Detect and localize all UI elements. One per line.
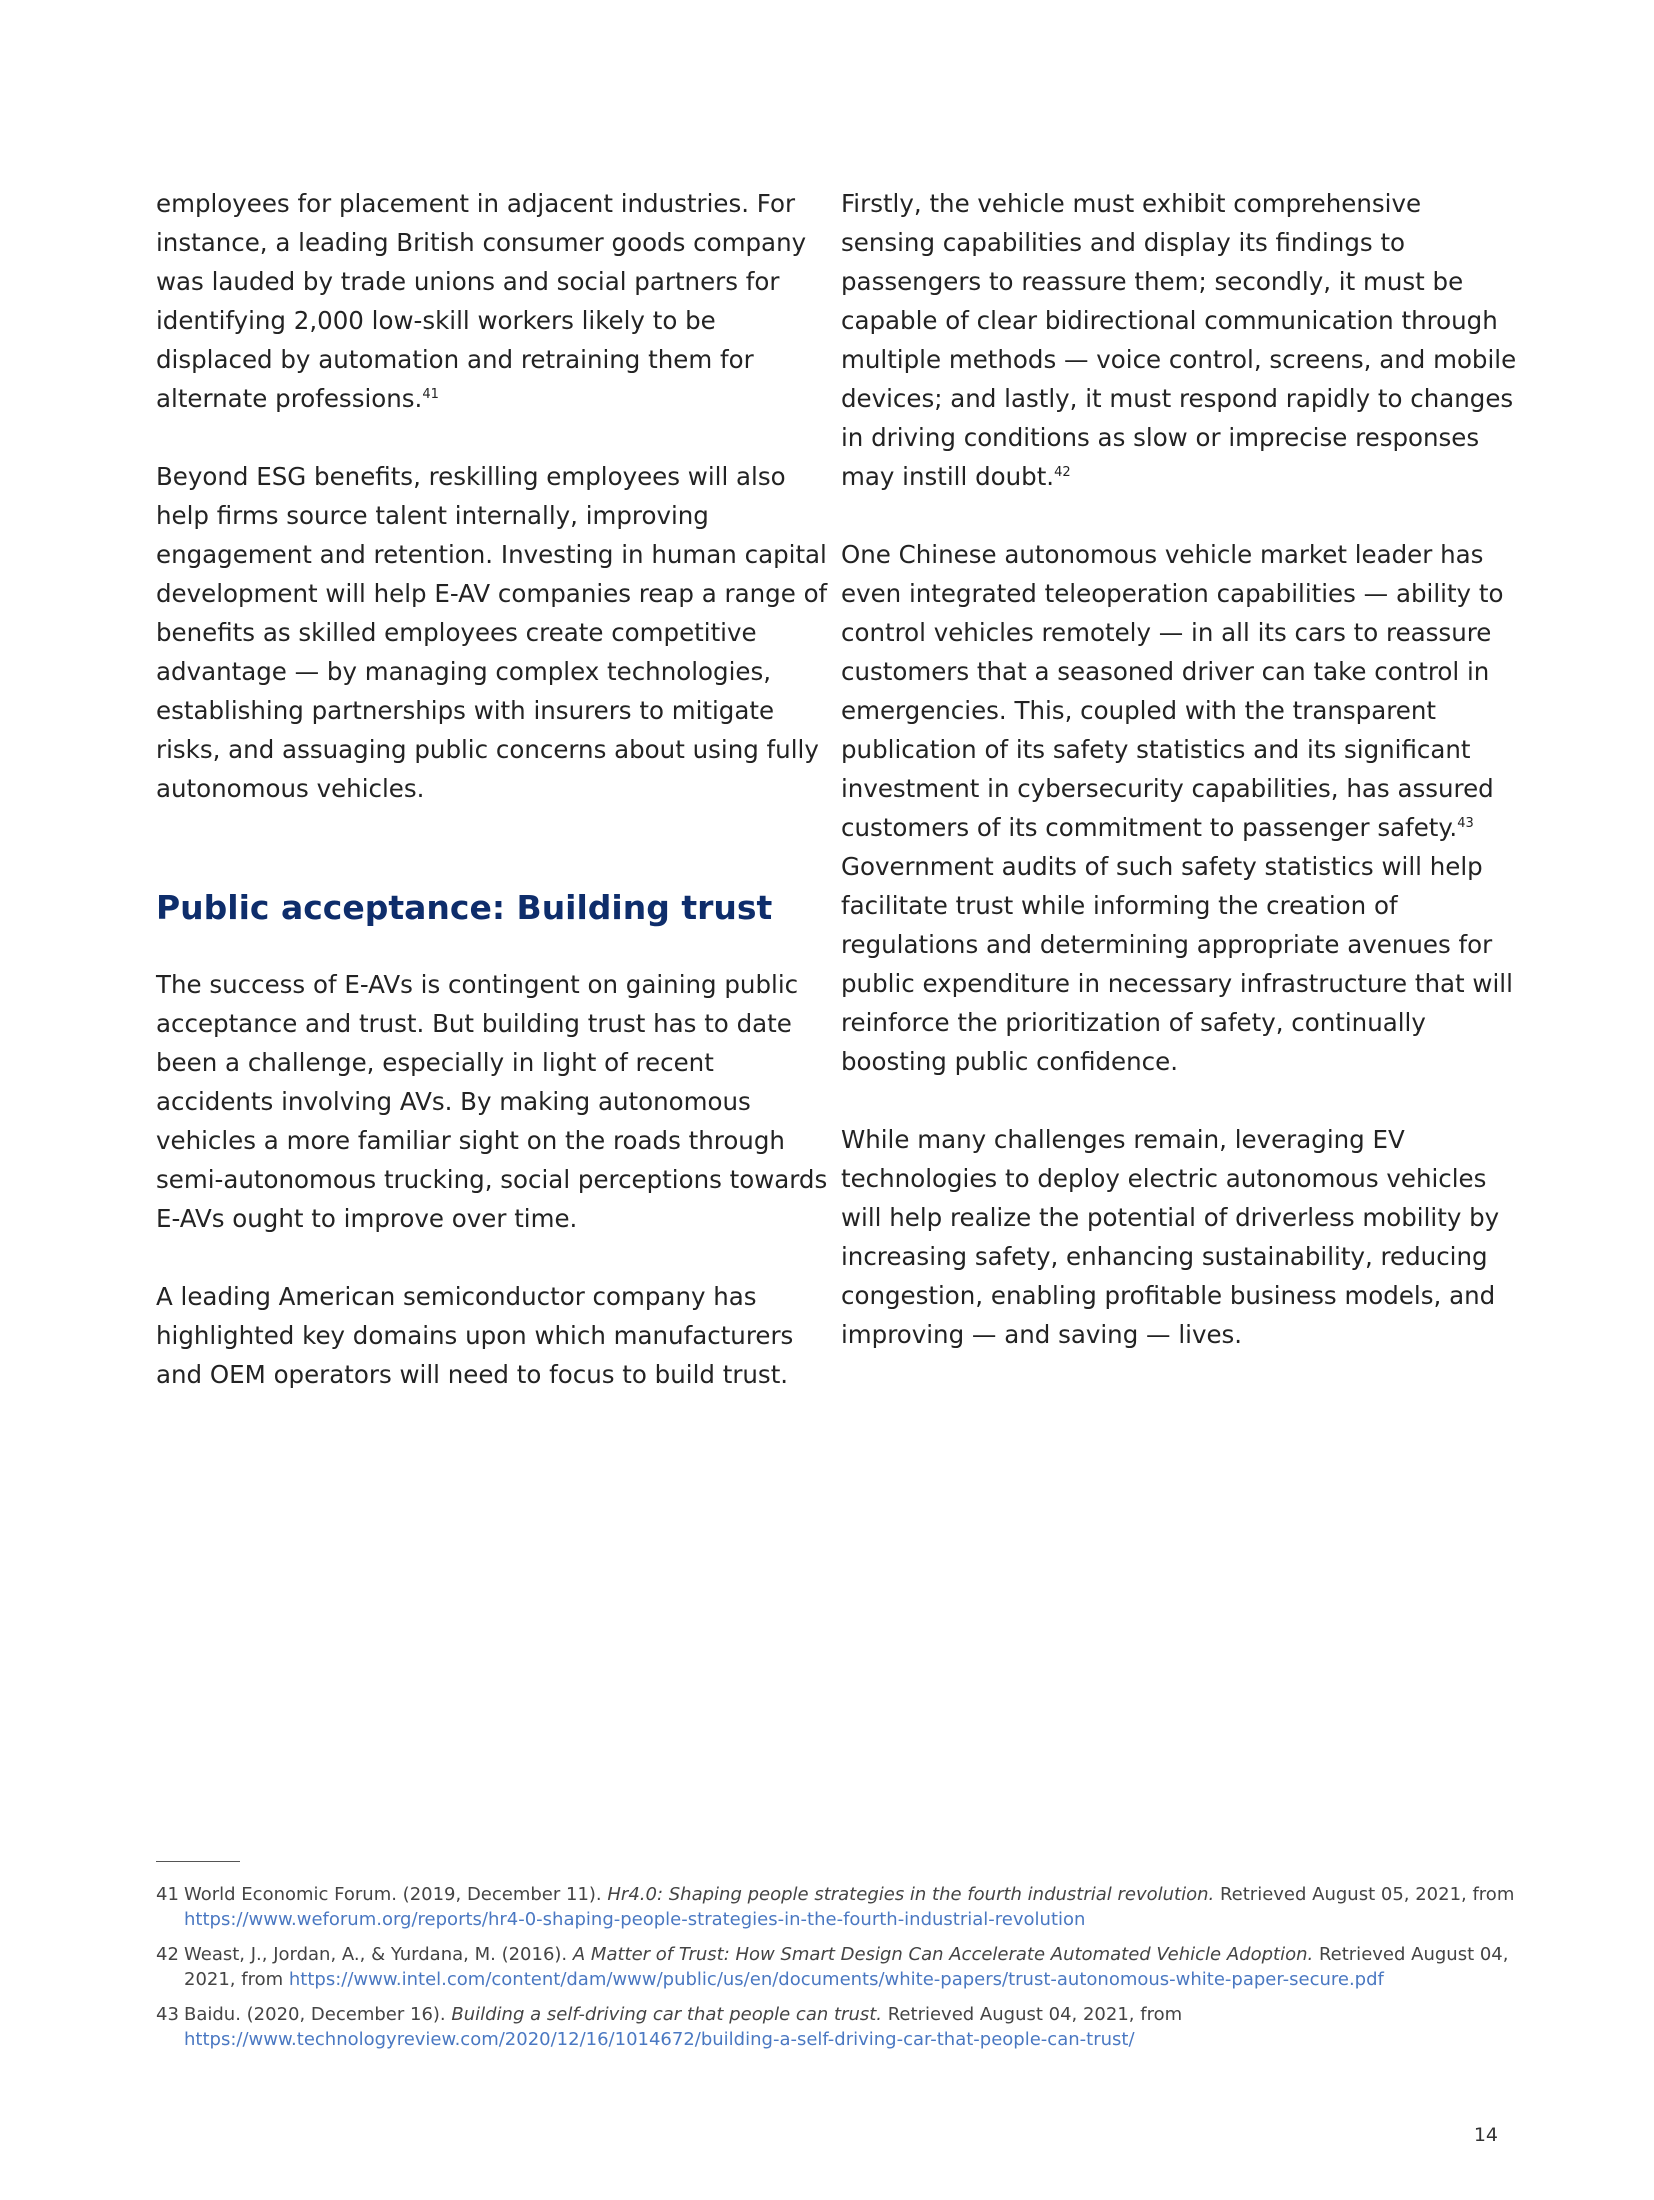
footnote-reference[interactable]: 41 [422,386,439,402]
body-paragraph: One Chinese autonomous vehicle market leader has even integrated teleoperation capabilities — ability to control vehicles remotely — in all its cars to reassure customers that a seasoned driver can take control in emergencies. This, coupled with the transparent publication of its safety statistics and its significant investment in cybersecurity capabilities, has assured customers of its commitment to passenger safety.$^{43}$ Government audits of such safety statistics will help facilitate trust while informing the creation of regulations and determining appropriate avenues for public expenditure in necessary infrastructure that will reinforce the prioritization of safety, continually boosting public confidence. [841,540,1513,1076]
footnote-title: A Matter of Trust: How Smart Design Can Accelerate Automated Vehicle Adoption. [572,1944,1314,1965]
footnote-title: Hr4.0: Shaping people strategies in the fourth industrial revolution. [607,1884,1215,1905]
footnote-number: 41 [156,1884,179,1905]
left-column [156,184,836,1394]
footnote-reference[interactable]: 43 [1457,815,1474,831]
footnotes [156,1882,1516,2062]
footnote-number: 42 [156,1944,179,1965]
footnote: 41 World Economic Forum. (2019, December 11). Hr4.0: Shaping people strategies in the fourth industrial revolution. Retrieved August 05, 2021, from https://www.weforum.org/reports/hr4-0-shaping-people-strategies-in-the-fourth-industrial-revolution [156,1884,1515,1930]
footnote-reference[interactable]: 42 [1054,464,1071,480]
section-heading: Public acceptance: Building trust [156,888,773,927]
footnote-link[interactable]: https://www.intel.com/content/dam/www/public/us/en/documents/white-papers/trust-autonomous-white-paper-secure.pdf [288,1969,1384,1990]
footnote: 42 Weast, J., Jordan, A., & Yurdana, M. (2016). A Matter of Trust: How Smart Design Can Accelerate Automated Vehicle Adoption. Retrieved August 04, 2021, from https://www.intel.com/content/dam/www/public/us/en/documents/white-papers/trust-autonomous-white-paper-secure.pdf [156,1944,1509,1990]
page-number: 14 [1473,2124,1498,2146]
body-paragraph: A leading American semiconductor company has highlighted key domains upon which manufacturers and OEM operators will need to focus to build trust. [156,1282,794,1389]
footnote-title: Building a self-driving car that people can trust. [451,2004,883,2025]
body-paragraph: employees for placement in adjacent industries. For instance, a leading British consumer goods company was lauded by trade unions and social partners for identifying 2,000 low-skill workers likely to be displaced by automation and retraining them for alternate professions.$^{41}$ [156,189,807,413]
body-paragraph: Beyond ESG benefits, reskilling employees will also help firms source talent internally, improving engagement and retention. Investing in human capital development will help E-AV companies reap a range of benefits as skilled employees create competitive advantage — by managing complex technologies, establishing partnerships with insurers to mitigate risks, and assuaging public concerns about using fully autonomous vehicles. [156,462,828,803]
body-paragraph: Firstly, the vehicle must exhibit comprehensive sensing capabilities and display its findings to passengers to reassure them; secondly, it must be capable of clear bidirectional communication through multiple methods — voice control, screens, and mobile devices; and lastly, it must respond rapidly to changes in driving conditions as slow or imprecise responses may instill doubt.$^{42}$ [841,189,1517,491]
body-paragraph: While many challenges remain, leveraging EV technologies to deploy electric autonomous vehicles will help realize the potential of driverless mobility by increasing safety, enhancing sustainability, reducing congestion, enabling profitable business models, and improving — and saving — lives. [841,1125,1500,1349]
footnote-divider [156,1861,240,1862]
body-paragraph: The success of E-AVs is contingent on gaining public acceptance and trust. But building trust has to date been a challenge, especially in light of recent accidents involving AVs. By making autonomous vehicles a more familiar sight on the roads through semi-autonomous trucking, social perceptions towards E-AVs ought to improve over time. [156,970,828,1233]
footnote: 43 Baidu. (2020, December 16). Building a self-driving car that people can trust. Retrieved August 04, 2021, from https://www.technologyreview.com/2020/12/16/1014672/building-a-self-driving-car-that-people-can-trust/ [156,2004,1183,2050]
right-column [841,184,1521,1354]
footnote-link[interactable]: https://www.technologyreview.com/2020/12/16/1014672/building-a-self-driving-car-that-people-can-trust/ [184,2029,1135,2050]
footnote-link[interactable]: https://www.weforum.org/reports/hr4-0-shaping-people-strategies-in-the-fourth-industrial-revolution [184,1909,1086,1930]
footnote-number: 43 [156,2004,179,2025]
